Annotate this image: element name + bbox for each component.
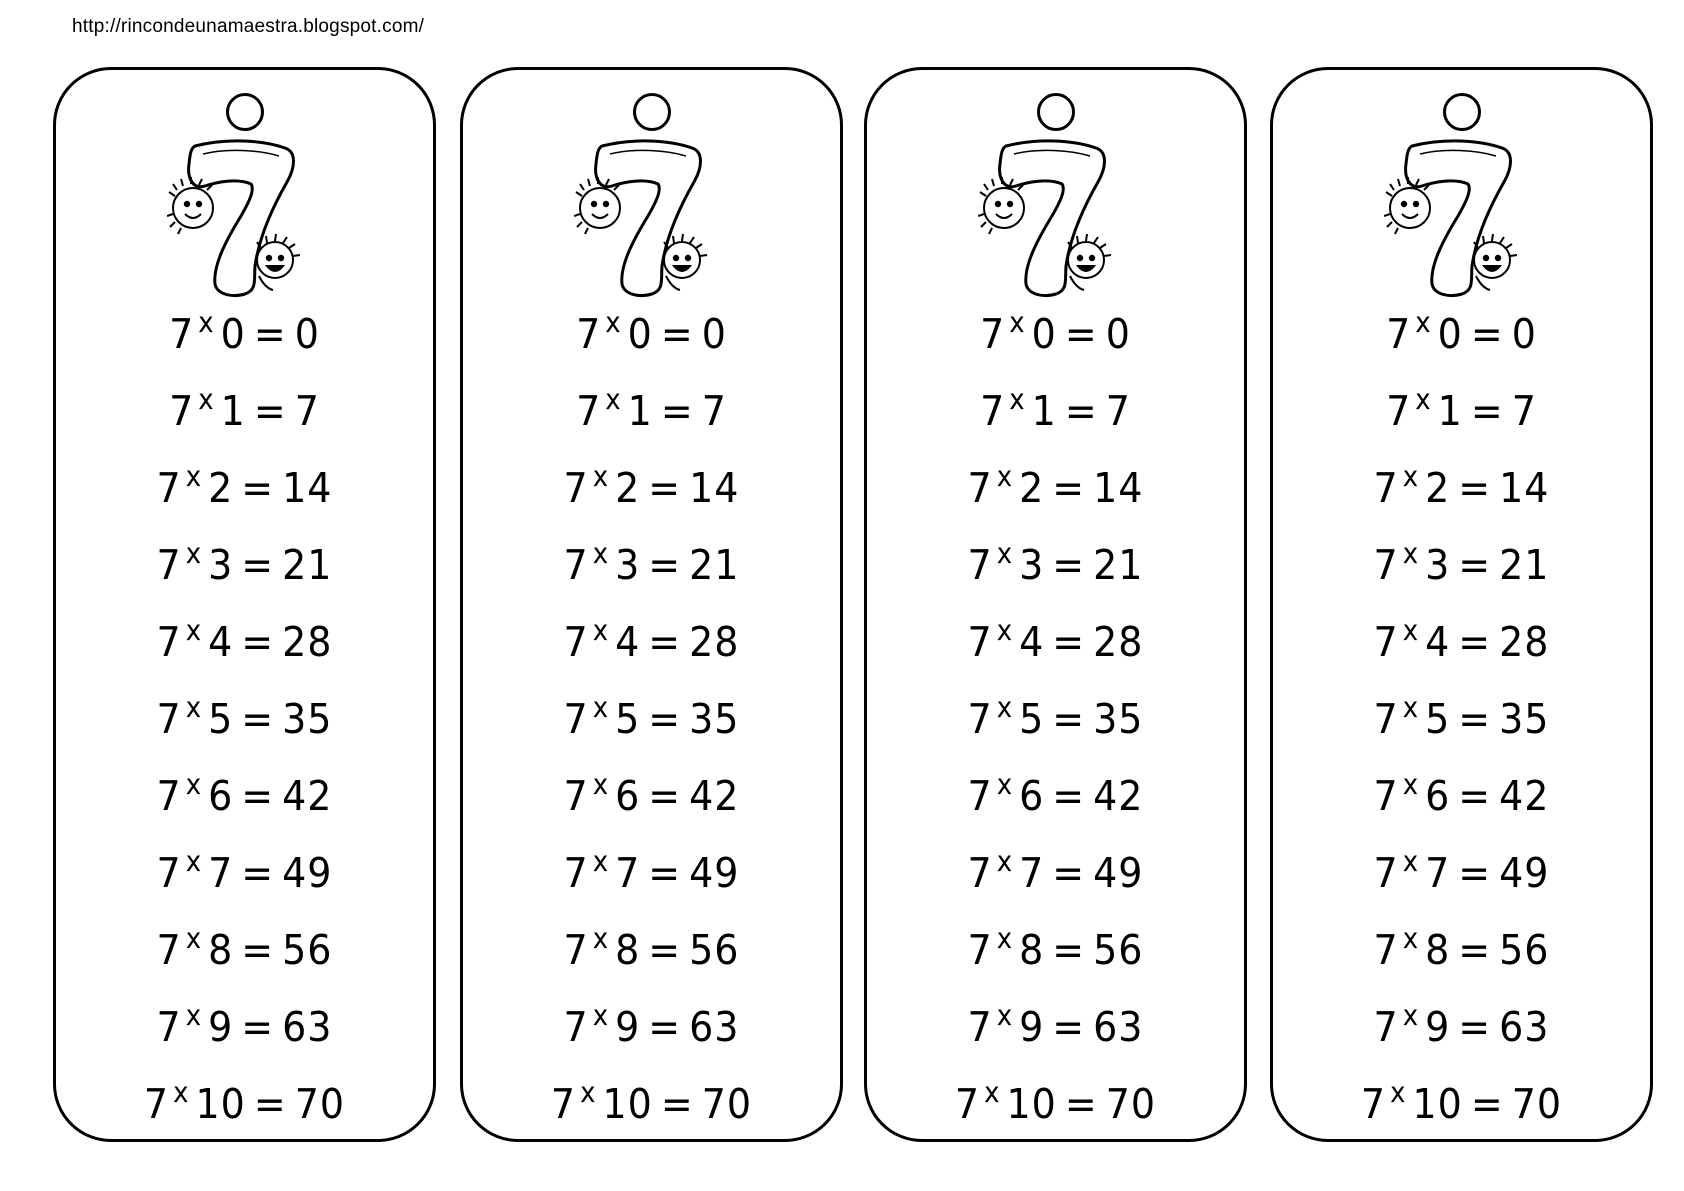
- fact-result: 14: [1093, 463, 1144, 512]
- equals-symbol: =: [1470, 386, 1504, 435]
- fact-multiplier: 4: [208, 617, 234, 666]
- times-symbol: x: [592, 845, 610, 878]
- fact-multiplier: 9: [208, 1002, 234, 1051]
- multiplication-fact: [463, 446, 840, 529]
- times-symbol: x: [198, 383, 215, 416]
- equals-symbol: =: [241, 771, 275, 820]
- equals-symbol: =: [241, 925, 275, 974]
- multiplication-fact: [463, 600, 840, 683]
- fact-multiplier: 3: [208, 540, 234, 589]
- times-symbol: x: [1402, 922, 1420, 955]
- fact-multiplicand: 7: [1373, 848, 1399, 897]
- fact-multiplier: 0: [1437, 309, 1463, 358]
- bookmark-card: [864, 67, 1247, 1142]
- equals-symbol: =: [1458, 771, 1492, 820]
- fact-multiplicand: 7: [169, 309, 195, 358]
- equals-symbol: =: [1052, 848, 1086, 897]
- times-symbol: x: [605, 383, 622, 416]
- multiplication-fact: [1273, 985, 1650, 1068]
- fact-result: 49: [689, 848, 740, 897]
- multiplication-fact: [1273, 908, 1650, 991]
- fact-multiplier: 9: [1425, 1002, 1451, 1051]
- punch-hole-icon: [1443, 93, 1481, 131]
- times-symbol: x: [185, 999, 203, 1032]
- equals-symbol: =: [1458, 540, 1492, 589]
- multiplication-fact: [1273, 677, 1650, 760]
- multiplication-fact: [867, 985, 1244, 1068]
- fact-result: 28: [1499, 617, 1550, 666]
- fact-multiplicand: 7: [169, 386, 195, 435]
- multiplication-fact: [56, 985, 433, 1068]
- times-symbol: x: [185, 845, 203, 878]
- times-symbol: x: [592, 768, 610, 801]
- fact-multiplicand: 7: [1373, 617, 1399, 666]
- times-symbol: x: [1009, 383, 1026, 416]
- fact-multiplicand: 7: [563, 694, 589, 743]
- fact-result: 56: [282, 925, 333, 974]
- multiplication-fact: [463, 677, 840, 760]
- equals-symbol: =: [648, 848, 682, 897]
- multiplication-fact: [867, 600, 1244, 683]
- multiplication-fact: [56, 677, 433, 760]
- multiplication-fact: [56, 908, 433, 991]
- fact-multiplicand: 7: [1386, 386, 1412, 435]
- equals-symbol: =: [241, 694, 275, 743]
- times-symbol: x: [592, 614, 610, 647]
- fact-multiplicand: 7: [980, 386, 1006, 435]
- fact-result: 35: [1499, 694, 1550, 743]
- times-symbol: x: [1009, 306, 1026, 339]
- bookmark-card: [1270, 67, 1653, 1142]
- equals-symbol: =: [1458, 1002, 1492, 1051]
- fact-multiplier: 0: [627, 309, 653, 358]
- fact-multiplier: 4: [615, 617, 641, 666]
- multiplication-fact: [463, 369, 840, 452]
- fact-multiplier: 1: [1031, 386, 1057, 435]
- times-symbol: x: [592, 922, 610, 955]
- times-symbol: x: [1402, 460, 1420, 493]
- times-symbol: x: [996, 999, 1014, 1032]
- multiplication-fact: [867, 523, 1244, 606]
- multiplication-fact: [1273, 523, 1650, 606]
- times-symbol: x: [592, 999, 610, 1032]
- multiplication-fact: [1273, 446, 1650, 529]
- fact-multiplier: 3: [615, 540, 641, 589]
- multiplication-fact: [56, 369, 433, 452]
- fact-result: 63: [689, 1002, 740, 1051]
- fact-multiplicand: 7: [143, 1079, 170, 1128]
- fact-multiplier: 5: [1019, 694, 1045, 743]
- equals-symbol: =: [241, 463, 275, 512]
- fact-multiplicand: 7: [563, 771, 589, 820]
- times-symbol: x: [185, 460, 203, 493]
- fact-result: 70: [1511, 1079, 1563, 1128]
- multiplication-fact: [56, 523, 433, 606]
- equals-symbol: =: [241, 848, 275, 897]
- fact-multiplier: 1: [1437, 386, 1463, 435]
- equals-symbol: =: [660, 386, 694, 435]
- multiplication-fact: [463, 1062, 840, 1145]
- multiplication-fact: [1273, 754, 1650, 837]
- number-seven-with-two-cartoon-faces-icon: [574, 138, 724, 298]
- equals-symbol: =: [648, 1002, 682, 1051]
- equals-symbol: =: [648, 540, 682, 589]
- equals-symbol: =: [1064, 1079, 1098, 1128]
- fact-multiplicand: 7: [967, 463, 993, 512]
- times-symbol: x: [592, 537, 610, 570]
- fact-result: 49: [1499, 848, 1550, 897]
- fact-result: 49: [282, 848, 333, 897]
- equals-symbol: =: [241, 617, 275, 666]
- fact-multiplicand: 7: [967, 540, 993, 589]
- equals-symbol: =: [1458, 463, 1492, 512]
- multiplication-fact: [56, 446, 433, 529]
- number-seven-with-two-cartoon-faces-icon: [167, 138, 317, 298]
- fact-multiplier: 10: [195, 1079, 246, 1128]
- multiplication-fact: [867, 292, 1244, 375]
- times-symbol: x: [996, 922, 1014, 955]
- multiplication-fact: [867, 446, 1244, 529]
- equals-symbol: =: [648, 771, 682, 820]
- fact-result: 49: [1093, 848, 1144, 897]
- times-symbol: x: [996, 460, 1014, 493]
- fact-result: 35: [689, 694, 740, 743]
- fact-result: 21: [689, 540, 740, 589]
- equals-symbol: =: [648, 463, 682, 512]
- fact-result: 0: [1105, 309, 1131, 358]
- times-symbol: x: [185, 614, 203, 647]
- punch-hole-icon: [633, 93, 671, 131]
- fact-multiplier: 7: [615, 848, 641, 897]
- fact-multiplier: 8: [1425, 925, 1451, 974]
- fact-multiplicand: 7: [1373, 925, 1399, 974]
- fact-multiplicand: 7: [156, 617, 182, 666]
- equals-symbol: =: [660, 1079, 694, 1128]
- fact-multiplier: 2: [615, 463, 641, 512]
- fact-multiplicand: 7: [1373, 1002, 1399, 1051]
- equals-symbol: =: [648, 694, 682, 743]
- fact-result: 70: [701, 1079, 753, 1128]
- fact-multiplier: 9: [1019, 1002, 1045, 1051]
- fact-multiplicand: 7: [156, 463, 182, 512]
- fact-multiplier: 8: [208, 925, 234, 974]
- times-symbol: x: [185, 691, 203, 724]
- fact-result: 56: [1093, 925, 1144, 974]
- fact-result: 21: [1499, 540, 1550, 589]
- equals-symbol: =: [1052, 617, 1086, 666]
- fact-multiplicand: 7: [563, 463, 589, 512]
- equals-symbol: =: [241, 540, 275, 589]
- fact-multiplier: 7: [1425, 848, 1451, 897]
- fact-result: 56: [1499, 925, 1550, 974]
- fact-multiplicand: 7: [1373, 771, 1399, 820]
- multiplication-fact: [463, 831, 840, 914]
- fact-multiplier: 0: [220, 309, 246, 358]
- multiplication-fact: [867, 754, 1244, 837]
- fact-result: 63: [282, 1002, 333, 1051]
- fact-multiplier: 4: [1425, 617, 1451, 666]
- fact-result: 14: [282, 463, 333, 512]
- equals-symbol: =: [1052, 463, 1086, 512]
- times-symbol: x: [185, 922, 203, 955]
- fact-result: 28: [282, 617, 333, 666]
- fact-result: 42: [689, 771, 740, 820]
- fact-result: 7: [1105, 386, 1131, 435]
- multiplication-fact: [463, 985, 840, 1068]
- fact-multiplier: 6: [208, 771, 234, 820]
- fact-multiplicand: 7: [967, 1002, 993, 1051]
- equals-symbol: =: [660, 309, 694, 358]
- fact-result: 70: [1105, 1079, 1157, 1128]
- fact-multiplier: 7: [208, 848, 234, 897]
- equals-symbol: =: [648, 617, 682, 666]
- fact-multiplicand: 7: [1373, 694, 1399, 743]
- fact-result: 0: [294, 309, 320, 358]
- fact-multiplier: 0: [1031, 309, 1057, 358]
- equals-symbol: =: [1458, 617, 1492, 666]
- fact-multiplicand: 7: [550, 1079, 577, 1128]
- fact-multiplier: 6: [1425, 771, 1451, 820]
- fact-multiplicand: 7: [563, 617, 589, 666]
- times-symbol: x: [996, 768, 1014, 801]
- multiplication-fact: [867, 369, 1244, 452]
- fact-multiplier: 1: [627, 386, 653, 435]
- fact-multiplicand: 7: [563, 925, 589, 974]
- equals-symbol: =: [1470, 1079, 1504, 1128]
- fact-multiplicand: 7: [967, 771, 993, 820]
- fact-multiplier: 5: [615, 694, 641, 743]
- multiplication-fact: [56, 292, 433, 375]
- fact-multiplicand: 7: [967, 925, 993, 974]
- number-seven-with-two-cartoon-faces-icon: [978, 138, 1128, 298]
- equals-symbol: =: [648, 925, 682, 974]
- fact-multiplier: 3: [1019, 540, 1045, 589]
- equals-symbol: =: [1458, 848, 1492, 897]
- equals-symbol: =: [1052, 694, 1086, 743]
- equals-symbol: =: [1052, 771, 1086, 820]
- fact-multiplicand: 7: [156, 848, 182, 897]
- fact-multiplier: 2: [208, 463, 234, 512]
- equals-symbol: =: [1470, 309, 1504, 358]
- times-symbol: x: [996, 691, 1014, 724]
- multiplication-fact: [1273, 369, 1650, 452]
- fact-multiplicand: 7: [967, 694, 993, 743]
- equals-symbol: =: [1052, 1002, 1086, 1051]
- fact-multiplicand: 7: [156, 540, 182, 589]
- fact-multiplicand: 7: [563, 1002, 589, 1051]
- fact-result: 7: [701, 386, 727, 435]
- multiplication-fact: [56, 600, 433, 683]
- multiplication-fact: [463, 292, 840, 375]
- fact-multiplier: 8: [1019, 925, 1045, 974]
- fact-result: 0: [701, 309, 727, 358]
- fact-multiplicand: 7: [1373, 463, 1399, 512]
- fact-multiplier: 5: [208, 694, 234, 743]
- fact-multiplier: 1: [220, 386, 246, 435]
- times-symbol: x: [592, 691, 610, 724]
- fact-multiplier: 6: [1019, 771, 1045, 820]
- times-symbol: x: [1402, 768, 1420, 801]
- times-symbol: x: [1402, 537, 1420, 570]
- equals-symbol: =: [241, 1002, 275, 1051]
- fact-result: 42: [1499, 771, 1550, 820]
- multiplication-fact: [1273, 292, 1650, 375]
- fact-multiplicand: 7: [563, 848, 589, 897]
- multiplication-fact: [1273, 600, 1650, 683]
- fact-multiplicand: 7: [967, 848, 993, 897]
- multiplication-fact: [867, 1062, 1244, 1145]
- multiplication-fact: [463, 523, 840, 606]
- punch-hole-icon: [226, 93, 264, 131]
- fact-multiplicand: 7: [576, 309, 602, 358]
- fact-multiplicand: 7: [1360, 1079, 1387, 1128]
- fact-multiplicand: 7: [954, 1079, 981, 1128]
- fact-multiplier: 7: [1019, 848, 1045, 897]
- times-symbol: x: [1390, 1076, 1407, 1109]
- times-symbol: x: [996, 537, 1014, 570]
- fact-result: 63: [1499, 1002, 1550, 1051]
- times-symbol: x: [185, 768, 203, 801]
- equals-symbol: =: [1064, 309, 1098, 358]
- times-symbol: x: [605, 306, 622, 339]
- bookmark-card: [460, 67, 843, 1142]
- fact-multiplier: 9: [615, 1002, 641, 1051]
- multiplication-fact: [1273, 831, 1650, 914]
- times-symbol: x: [1402, 614, 1420, 647]
- equals-symbol: =: [253, 386, 287, 435]
- fact-multiplier: 2: [1425, 463, 1451, 512]
- times-symbol: x: [173, 1076, 190, 1109]
- times-symbol: x: [1402, 691, 1420, 724]
- fact-result: 0: [1511, 309, 1537, 358]
- times-symbol: x: [580, 1076, 597, 1109]
- punch-hole-icon: [1037, 93, 1075, 131]
- fact-multiplier: 5: [1425, 694, 1451, 743]
- fact-multiplicand: 7: [576, 386, 602, 435]
- fact-multiplier: 10: [1006, 1079, 1057, 1128]
- fact-result: 21: [282, 540, 333, 589]
- multiplication-fact: [867, 908, 1244, 991]
- fact-multiplier: 6: [615, 771, 641, 820]
- equals-symbol: =: [253, 1079, 287, 1128]
- fact-multiplier: 4: [1019, 617, 1045, 666]
- times-symbol: x: [1415, 306, 1432, 339]
- equals-symbol: =: [1064, 386, 1098, 435]
- fact-result: 14: [689, 463, 740, 512]
- fact-result: 7: [1511, 386, 1537, 435]
- fact-multiplicand: 7: [156, 925, 182, 974]
- fact-result: 70: [294, 1079, 346, 1128]
- multiplication-facts-list: [56, 295, 433, 1142]
- fact-multiplicand: 7: [1386, 309, 1412, 358]
- fact-result: 28: [1093, 617, 1144, 666]
- fact-multiplier: 10: [602, 1079, 653, 1128]
- multiplication-facts-list: [463, 295, 840, 1142]
- fact-multiplicand: 7: [1373, 540, 1399, 589]
- fact-multiplicand: 7: [563, 540, 589, 589]
- multiplication-facts-list: [867, 295, 1244, 1142]
- times-symbol: x: [185, 537, 203, 570]
- times-symbol: x: [1402, 845, 1420, 878]
- multiplication-fact: [56, 754, 433, 837]
- source-url: http://rincondeunamaestra.blogspot.com/: [72, 16, 425, 37]
- fact-result: 42: [282, 771, 333, 820]
- times-symbol: x: [198, 306, 215, 339]
- times-symbol: x: [1402, 999, 1420, 1032]
- equals-symbol: =: [1052, 540, 1086, 589]
- multiplication-fact: [56, 1062, 433, 1145]
- times-symbol: x: [984, 1076, 1001, 1109]
- times-symbol: x: [996, 614, 1014, 647]
- times-symbol: x: [592, 460, 610, 493]
- fact-result: 14: [1499, 463, 1550, 512]
- multiplication-fact: [463, 754, 840, 837]
- fact-multiplicand: 7: [967, 617, 993, 666]
- fact-multiplicand: 7: [980, 309, 1006, 358]
- multiplication-fact: [1273, 1062, 1650, 1145]
- fact-result: 35: [1093, 694, 1144, 743]
- fact-multiplier: 2: [1019, 463, 1045, 512]
- fact-result: 7: [294, 386, 320, 435]
- equals-symbol: =: [1052, 925, 1086, 974]
- fact-result: 63: [1093, 1002, 1144, 1051]
- number-seven-with-two-cartoon-faces-icon: [1384, 138, 1534, 298]
- multiplication-facts-list: [1273, 295, 1650, 1142]
- fact-multiplicand: 7: [156, 1002, 182, 1051]
- fact-result: 56: [689, 925, 740, 974]
- fact-multiplier: 10: [1412, 1079, 1463, 1128]
- fact-multiplicand: 7: [156, 694, 182, 743]
- multiplication-fact: [463, 908, 840, 991]
- fact-result: 28: [689, 617, 740, 666]
- fact-multiplier: 3: [1425, 540, 1451, 589]
- bookmark-card: [53, 67, 436, 1142]
- equals-symbol: =: [1458, 694, 1492, 743]
- fact-result: 21: [1093, 540, 1144, 589]
- multiplication-fact: [56, 831, 433, 914]
- multiplication-fact: [867, 831, 1244, 914]
- equals-symbol: =: [253, 309, 287, 358]
- multiplication-fact: [867, 677, 1244, 760]
- times-symbol: x: [1415, 383, 1432, 416]
- times-symbol: x: [996, 845, 1014, 878]
- fact-result: 42: [1093, 771, 1144, 820]
- fact-multiplicand: 7: [156, 771, 182, 820]
- equals-symbol: =: [1458, 925, 1492, 974]
- fact-result: 35: [282, 694, 333, 743]
- fact-multiplier: 8: [615, 925, 641, 974]
